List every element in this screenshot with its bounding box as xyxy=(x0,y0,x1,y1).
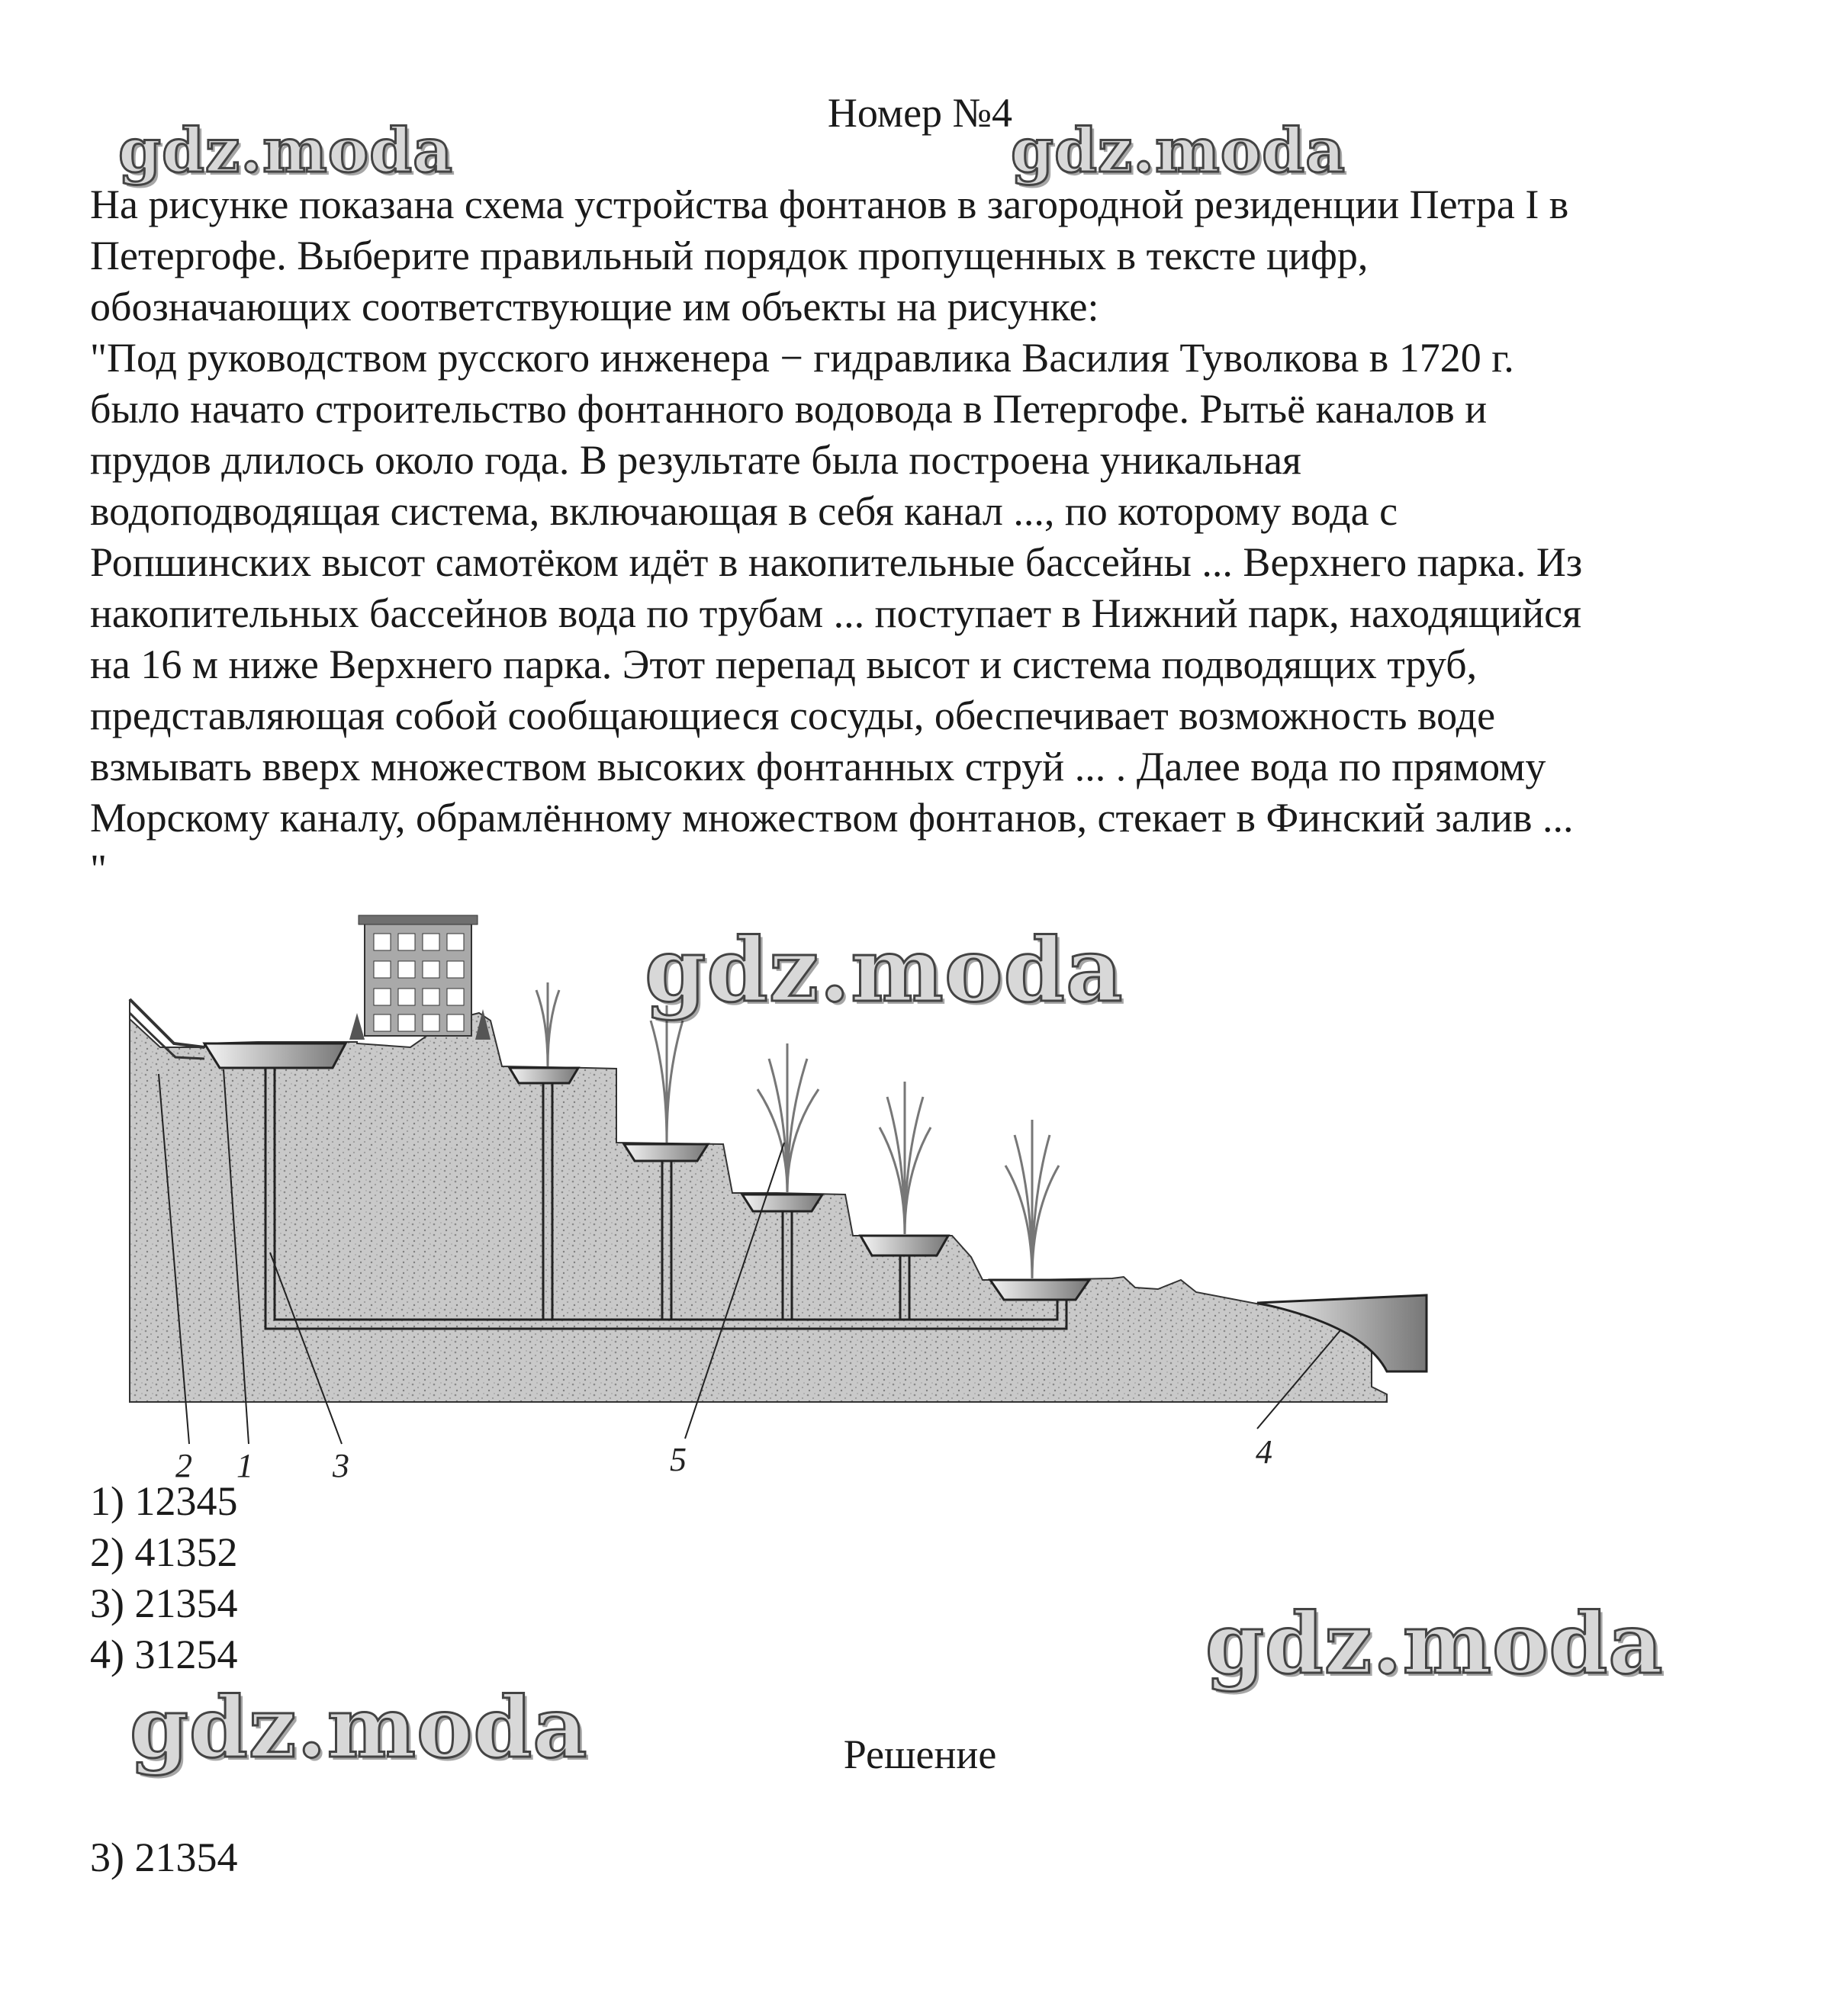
watermark: gdz.moda xyxy=(1205,1594,1664,1693)
option-3: 3) 21354 xyxy=(90,1580,238,1626)
answer-options xyxy=(90,1476,237,1680)
option-2: 2) 41352 xyxy=(90,1529,238,1575)
page-title: Номер №4 xyxy=(827,90,1013,136)
option-1: 1) 12345 xyxy=(90,1478,238,1524)
watermark: gdz.moda xyxy=(118,114,453,186)
watermark: gdz.moda xyxy=(645,919,1124,1022)
solution-answer: 3) 21354 xyxy=(90,1834,238,1880)
figure-label: 4 xyxy=(1256,1433,1272,1471)
question-line: Петергофе. Выберите правильный порядок пропущенных в тексте цифр, xyxy=(90,233,1369,278)
question-line: На рисунке показана схема устройства фонтанов в загородной резиденции Петра I в xyxy=(90,182,1569,227)
question-line: взмывать вверх множеством высоких фонтанных струй ... . Далее вода по прямому xyxy=(90,744,1546,789)
question-line: "Под руководством русского инженера − гидравлика Василия Туволкова в 1720 г. xyxy=(90,335,1514,381)
watermark: gdz.moda xyxy=(1011,114,1346,186)
question-line: представляющая собой сообщающиеся сосуды, обеспечивает возможность воде xyxy=(90,693,1496,738)
question-line: Ропшинских высот самотёком идёт в накопительные бассейны ... Верхнего парка. Из xyxy=(90,539,1583,585)
figure-label: 1 xyxy=(236,1447,253,1484)
solution-title: Решение xyxy=(843,1731,997,1777)
question-line: " xyxy=(90,846,108,892)
question-line: Морскому каналу, обрамлённому множеством фонтанов, стекает в Финский залив ... xyxy=(90,795,1574,841)
figure-label: 5 xyxy=(670,1441,687,1478)
question-line: прудов длилось около года. В результате была построена уникальная xyxy=(90,437,1301,483)
question-line: было начато строительство фонтанного водовода в Петергофе. Рытьё каналов и xyxy=(90,386,1488,432)
question-line: водоподводящая система, включающая в себя канал ..., по которому вода с xyxy=(90,488,1398,534)
figure-label: 2 xyxy=(175,1447,192,1484)
figure-label: 3 xyxy=(333,1447,349,1484)
palace xyxy=(349,915,491,1040)
option-4: 4) 31254 xyxy=(90,1632,238,1677)
reservoir-1 xyxy=(204,1043,346,1068)
watermark: gdz.moda xyxy=(130,1678,588,1776)
question-line: обозначающих соответствующие им объекты на рисунке: xyxy=(90,284,1099,330)
question-line: на 16 м ниже Верхнего парка. Этот перепад высот и система подводящих труб, xyxy=(90,641,1478,687)
question-text xyxy=(90,179,1784,895)
question-line: накопительных бассейнов вода по трубам ... поступает в Нижний парк, находящийся xyxy=(90,590,1581,636)
